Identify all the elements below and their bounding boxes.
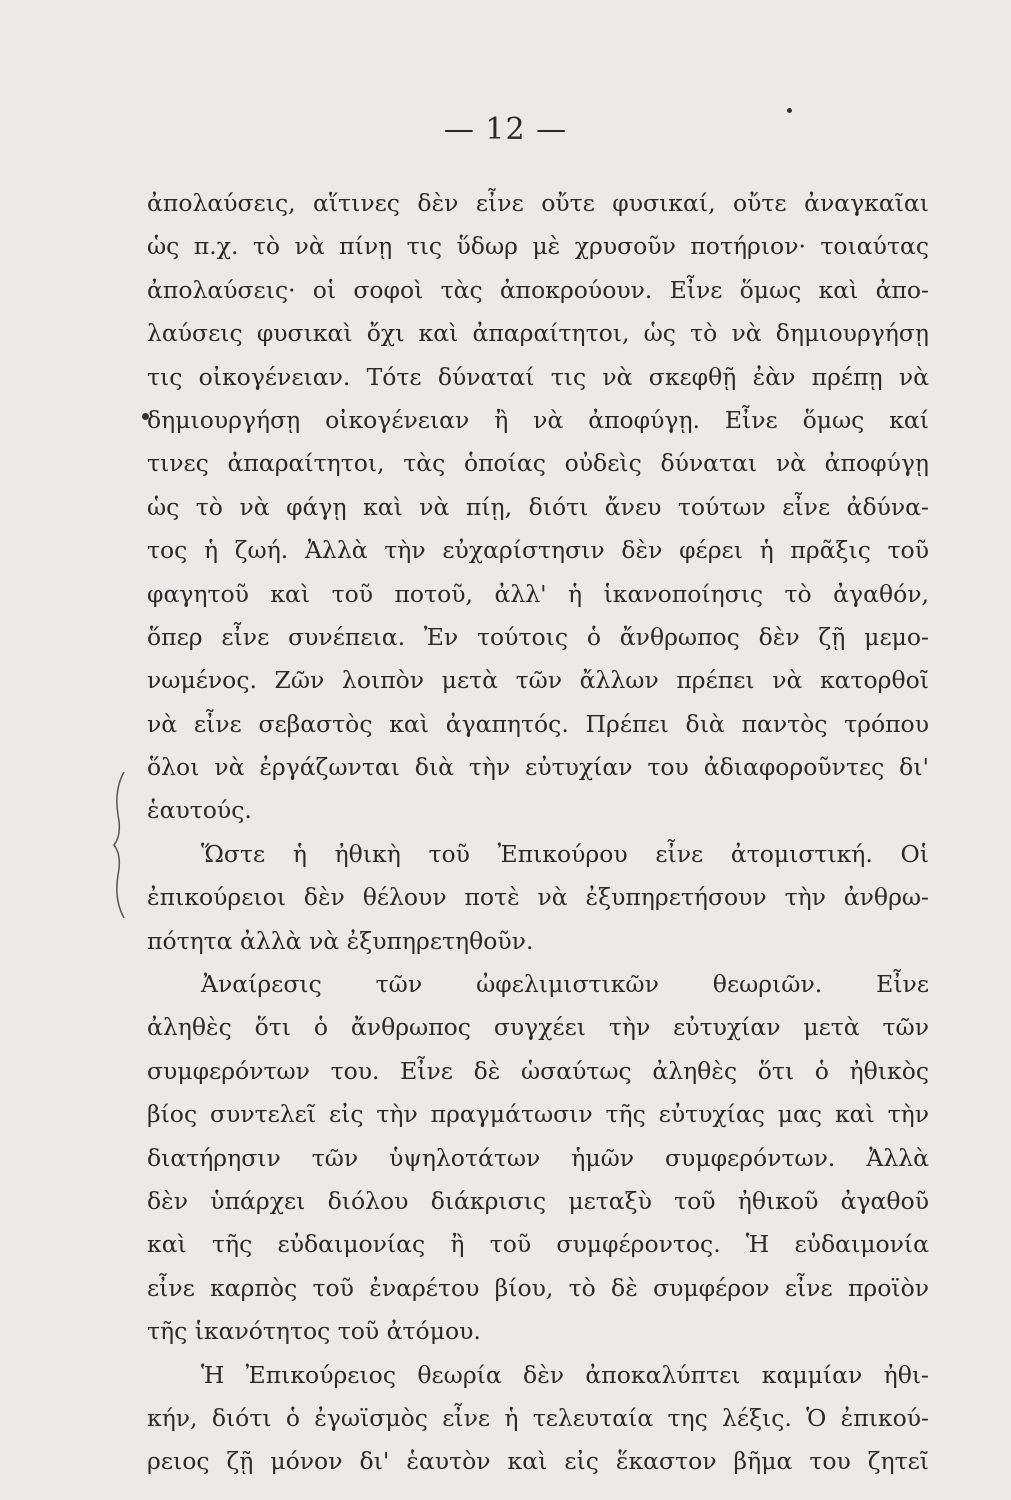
text-line: ρειος ζῇ μόνον δι' ἑαυτὸν καὶ εἰς ἕκαστον βῆμα του ζητεῖ [147,1447,929,1476]
page-number: — 12 — [443,112,568,147]
text-line: ὡς τὸ νὰ φάγῃ καὶ νὰ πίῃ, διότι ἄνευ τούτων εἶνε ἀδύνα- [147,492,929,521]
text-line: φαγητοῦ καὶ τοῦ ποτοῦ, ἀλλ' ἡ ἱκανοποίησις τὸ ἀγαθόν, [147,579,929,608]
text-line: ὡς π.χ. τὸ νὰ πίνῃ τις ὕδωρ μὲ χρυσοῦν ποτήριον· τοιαύτας [147,232,929,261]
text-line: δὲν ὑπάρχει διόλου διάκρισις μεταξὺ τοῦ ἠθικοῦ ἀγαθοῦ [147,1186,929,1215]
text-line: εἶνε καρπὸς τοῦ ἐναρέτου βίου, τὸ δὲ συμφέρον εἶνε προϊὸν [147,1273,929,1302]
text-line: βίος συντελεῖ εἰς τὴν πραγμάτωσιν τῆς εὐτυχίας μας καὶ τὴν [147,1100,929,1129]
text-line: νωμένος. Ζῶν λοιπὸν μετὰ τῶν ἄλλων πρέπει νὰ κατορθοῖ [147,666,929,695]
text-line: διατήρησιν τῶν ὑψηλοτάτων ἡμῶν συμφερόντων. Ἀλλὰ [147,1143,929,1172]
margin-brace-mark [110,770,132,920]
text-line: Ἡ Ἐπικούρειος θεωρία δὲν ἀποκαλύπτει καμμίαν ἠθι- [201,1360,929,1389]
text-line: ἑαυτούς. [147,796,252,825]
text-line: τις οἰκογένειαν. Τότε δύναταί τις νὰ σκεφθῇ ἐὰν πρέπῃ νὰ [147,362,929,391]
text-line: Ἀναίρεσις τῶν ὠφελιμιστικῶν θεωριῶν. Εἶνε [201,970,929,999]
text-line: ἀπολαύσεις, αἵτινες δὲν εἶνε οὔτε φυσικαί, οὔτε ἀναγκαῖαι [147,189,929,217]
text-line: τινες ἀπαραίτητοι, τὰς ὁποίας οὐδεὶς δύναται νὰ ἀποφύγῃ [147,449,929,478]
text-line: Ὥστε ἡ ἠθικὴ τοῦ Ἐπικούρου εἶνε ἀτομιστική. Οἱ [201,839,929,868]
text-line: λαύσεις φυσικαὶ ὄχι καὶ ἀπαραίτητοι, ὡς τὸ νὰ δημιουργήσῃ [147,319,929,348]
text-line: καὶ τῆς εὐδαιμονίας ἢ τοῦ συμφέροντος. Ἡ εὐδαιμονία [147,1230,929,1259]
text-line: τῆς ἱκανότητος τοῦ ἀτόμου. [147,1317,481,1346]
text-line: τος ἡ ζωή. Ἀλλὰ τὴν εὐχαρίστησιν δὲν φέρει ἡ πρᾶξις τοῦ [147,536,929,565]
text-line: συμφερόντων του. Εἶνε δὲ ὡσαύτως ἀληθὲς ὅτι ὁ ἠθικὸς [147,1056,929,1085]
text-line: κήν, διότι ὁ ἐγωϊσμὸς εἶνε ἡ τελευταία της λέξις. Ὁ ἐπικού- [147,1403,929,1432]
text-line: ὅπερ εἶνε συνέπεια. Ἐν τούτοις ὁ ἄνθρωπος δὲν ζῇ μεμο- [147,622,929,651]
text-line: ἀληθὲς ὅτι ὁ ἄνθρωπος συγχέει τὴν εὐτυχίαν μετὰ τῶν [147,1013,929,1042]
text-line: ὅλοι νὰ ἐργάζωνται διὰ τὴν εὐτυχίαν του ἀδιαφοροῦντες δι' [147,753,929,782]
text-line: δημιουργήσῃ οἰκογένειαν ἢ νὰ ἀποφύγῃ. Εἶνε ὅμως καί [147,405,929,434]
text-line: ἐπικούρειοι δὲν θέλουν ποτὲ νὰ ἐξυπηρετήσουν τὴν ἀνθρω- [147,883,929,912]
text-line: νὰ εἶνε σεβαστὸς καὶ ἀγαπητός. Πρέπει διὰ παντὸς τρόπου [147,709,929,738]
text-line: ἀπολαύσεις· οἱ σοφοὶ τὰς ἀποκρούουν. Εἶνε ὅμως καὶ ἀπο- [147,275,929,304]
text-line: πότητα ἀλλὰ νὰ ἐξυπηρετηθοῦν. [147,926,534,955]
body-text [147,182,929,1484]
stray-mark [787,108,792,113]
